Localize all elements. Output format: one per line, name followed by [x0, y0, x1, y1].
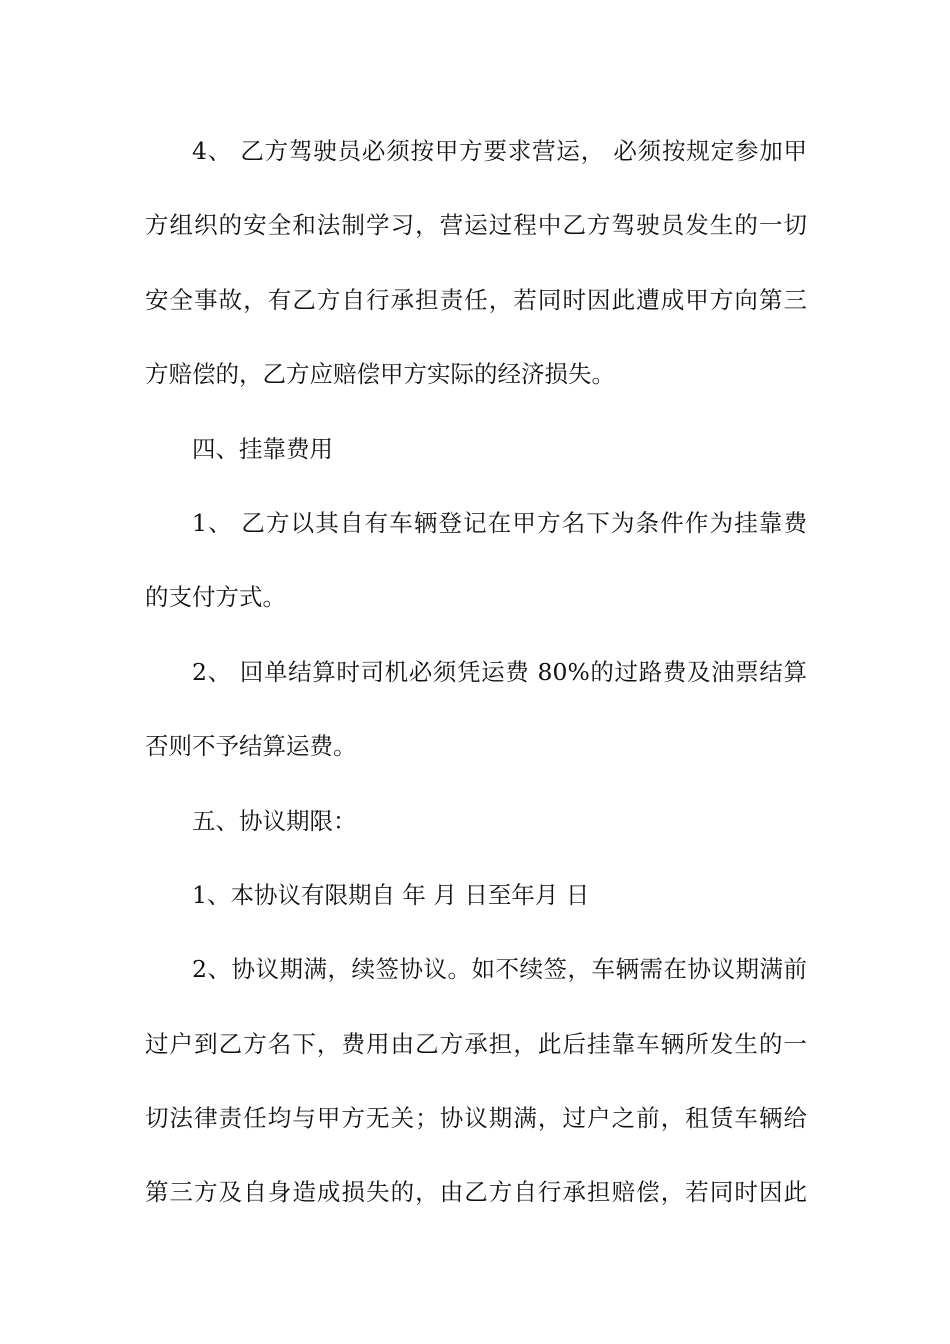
fee-clause-1-line-1: 1、 乙方以其自有车辆登记在甲方名下为条件作为挂靠费 [192, 508, 807, 537]
clause-4-line-3: 安全事故，有乙方自行承担责任，若同时因此遭成甲方向第三 [145, 285, 807, 314]
term-clause-2-line-2: 过户到乙方名下，费用由乙方承担，此后挂靠车辆所发生的一 [145, 1029, 807, 1058]
fee-clause-1-line-2: 的支付方式。 [145, 583, 286, 612]
section-4-heading: 四、挂靠费用 [192, 434, 333, 463]
term-clause-2-line-1: 2、协议期满，续签协议。如不续签，车辆需在协议期满前 [192, 955, 807, 984]
document-body [145, 127, 807, 1243]
clause-4-line-4: 方赔偿的，乙方应赔偿甲方实际的经济损失。 [145, 360, 615, 389]
fee-clause-2-line-1: 2、 回单结算时司机必须凭运费 80%的过路费及油票结算 [192, 657, 807, 686]
section-5-heading: 五、协议期限： [192, 806, 357, 835]
clause-4-line-1: 4、 乙方驾驶员必须按甲方要求营运， 必须按规定参加甲 [192, 137, 807, 165]
clause-4-line-2: 方组织的安全和法制学习，营运过程中乙方驾驶员发生的一切 [145, 211, 807, 240]
term-clause-1: 1、本协议有限期自 年 月 日至年月 日 [192, 880, 590, 909]
fee-clause-2-line-2: 否则不予结算运费。 [145, 732, 357, 761]
term-clause-2-line-3: 切法律责任均与甲方无关；协议期满，过户之前，租赁车辆给 [145, 1104, 807, 1133]
term-clause-2-line-4: 第三方及自身造成损失的，由乙方自行承担赔偿，若同时因此 [145, 1178, 807, 1207]
